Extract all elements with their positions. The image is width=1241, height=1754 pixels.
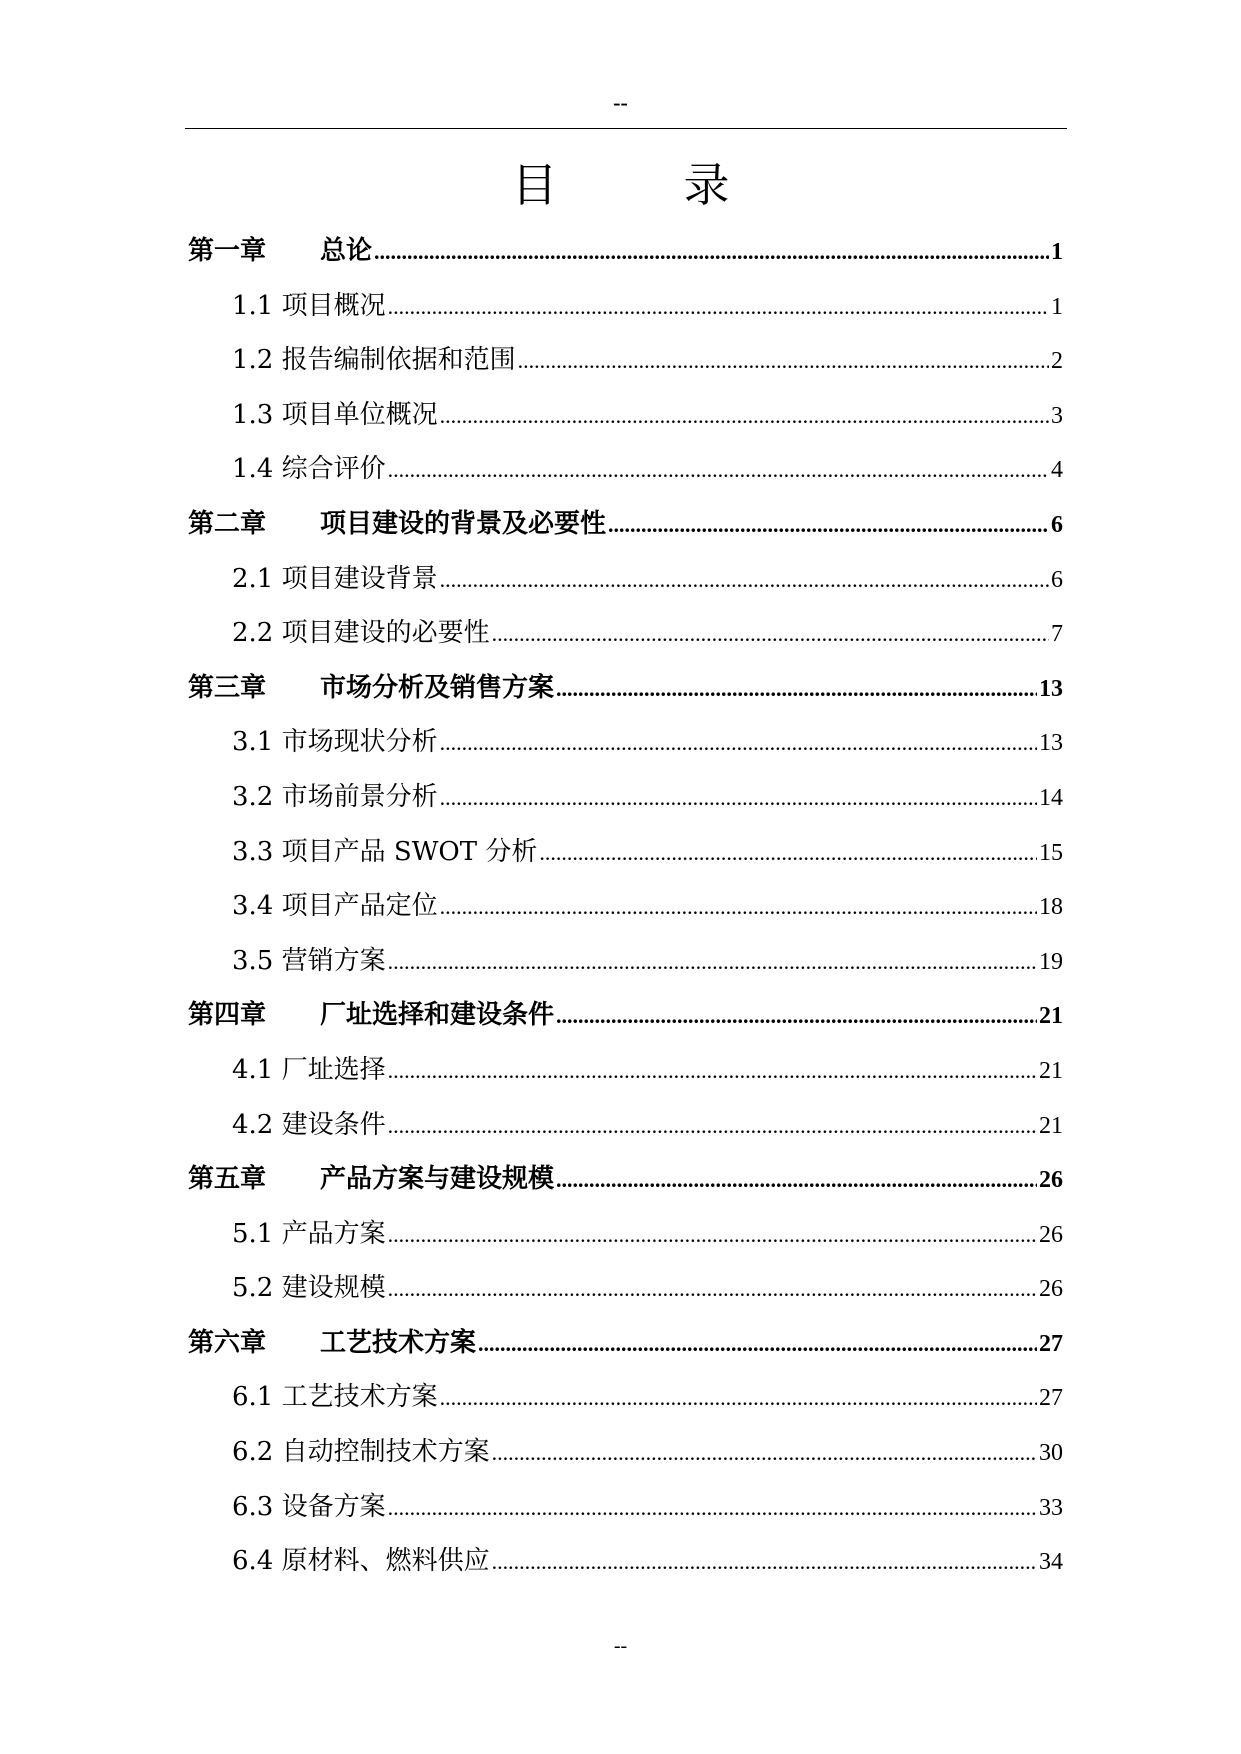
- toc-section-entry[interactable]: [188, 1043, 1063, 1098]
- section-title: 5.1 产品方案: [232, 1218, 386, 1249]
- toc-section-entry[interactable]: [188, 715, 1063, 770]
- section-title: 6.2 自动控制技术方案: [232, 1437, 490, 1468]
- chapter-title: 项目建设的背景及必要性: [320, 508, 607, 539]
- dot-leader: [556, 662, 1037, 717]
- toc-section-entry[interactable]: [188, 552, 1063, 607]
- page-number: 1: [1051, 293, 1063, 320]
- dot-leader: [374, 225, 1049, 280]
- dot-leader: [388, 1262, 1037, 1317]
- page-number: 33: [1039, 1494, 1063, 1521]
- dot-leader: [388, 935, 1037, 990]
- section-title: 3.1 市场现状分析: [232, 727, 438, 758]
- section-title: 2.1 项目建设背景: [232, 563, 438, 594]
- toc-section-entry[interactable]: [188, 388, 1063, 443]
- chapter-number: 第六章: [188, 1327, 267, 1358]
- page-number: 7: [1051, 621, 1063, 648]
- chapter-title: 总论: [320, 236, 373, 266]
- page-number: 2: [1051, 348, 1063, 375]
- page-number: 26: [1039, 1167, 1063, 1194]
- toc-section-entry[interactable]: [188, 333, 1063, 388]
- page-footer-mark: --: [613, 1635, 628, 1657]
- dot-leader: [440, 1371, 1037, 1426]
- toc-section-entry[interactable]: [188, 279, 1063, 334]
- chapter-title: 厂址选择和建设条件: [320, 1000, 555, 1031]
- chapter-number: 第五章: [188, 1164, 267, 1195]
- page-header-mark: --: [613, 90, 628, 115]
- section-title: 3.2 市场前景分析: [232, 781, 438, 812]
- toc-section-entry[interactable]: [188, 1261, 1063, 1316]
- section-title: 1.4 综合评价: [232, 454, 386, 485]
- dot-leader: [440, 389, 1049, 444]
- page-number: 26: [1039, 1221, 1063, 1248]
- page-number: 14: [1039, 784, 1063, 811]
- dot-leader: [608, 498, 1049, 553]
- toc-section-entry[interactable]: [188, 825, 1063, 880]
- dot-leader: [388, 1208, 1037, 1263]
- dot-leader: [539, 826, 1037, 881]
- page-number: 18: [1039, 894, 1063, 921]
- section-title: 3.5 营销方案: [232, 945, 386, 976]
- section-title: 3.3 项目产品 SWOT 分析: [232, 836, 538, 867]
- dot-leader: [492, 1535, 1037, 1590]
- section-title: 4.1 厂址选择: [232, 1054, 386, 1085]
- page-number: 21: [1039, 1003, 1063, 1030]
- chapter-title: 工艺技术方案: [320, 1327, 477, 1358]
- dot-leader: [478, 1317, 1037, 1372]
- toc-section-entry[interactable]: [188, 606, 1063, 661]
- dot-leader: [388, 1044, 1037, 1099]
- chapter-number: 第三章: [188, 672, 267, 703]
- page-number: 1: [1051, 239, 1063, 265]
- section-title: 6.4 原材料、燃料供应: [232, 1546, 490, 1577]
- header-rule: [185, 128, 1067, 129]
- table-of-contents: [188, 224, 1063, 1589]
- page-number: 27: [1039, 1330, 1063, 1357]
- page-number: 15: [1039, 839, 1063, 866]
- toc-section-entry[interactable]: [188, 442, 1063, 497]
- dot-leader: [388, 1099, 1037, 1154]
- toc-section-entry[interactable]: [188, 1370, 1063, 1425]
- dot-leader: [388, 1481, 1037, 1536]
- chapter-number: 第一章: [188, 236, 267, 266]
- page-number: 26: [1039, 1276, 1063, 1303]
- dot-leader: [492, 1426, 1037, 1481]
- dot-leader: [440, 553, 1049, 608]
- dot-leader: [388, 280, 1049, 335]
- toc-chapter-entry[interactable]: [188, 1316, 1063, 1371]
- dot-leader: [440, 880, 1037, 935]
- dot-leader: [518, 334, 1049, 389]
- dot-leader: [440, 716, 1037, 771]
- toc-section-entry[interactable]: [188, 1534, 1063, 1589]
- toc-section-entry[interactable]: [188, 1098, 1063, 1153]
- page-number: 4: [1051, 457, 1063, 484]
- chapter-title: 市场分析及销售方案: [320, 672, 555, 703]
- toc-section-entry[interactable]: [188, 879, 1063, 934]
- chapter-title: 产品方案与建设规模: [320, 1164, 555, 1195]
- section-title: 4.2 建设条件: [232, 1109, 386, 1140]
- toc-title: 目 录: [511, 158, 770, 212]
- section-title: 5.2 建设规模: [232, 1273, 386, 1304]
- dot-leader: [556, 1153, 1037, 1208]
- page-number: 21: [1039, 1057, 1063, 1084]
- dot-leader: [492, 607, 1049, 662]
- section-title: 1.2 报告编制依据和范围: [232, 345, 516, 376]
- section-title: 1.1 项目概况: [232, 290, 386, 321]
- toc-section-entry[interactable]: [188, 1425, 1063, 1480]
- toc-chapter-entry[interactable]: [188, 497, 1063, 552]
- section-title: 2.2 项目建设的必要性: [232, 618, 490, 649]
- page-number: 19: [1039, 948, 1063, 975]
- toc-chapter-entry[interactable]: [188, 1152, 1063, 1207]
- section-title: 3.4 项目产品定位: [232, 891, 438, 922]
- page-number: 6: [1051, 566, 1063, 593]
- toc-chapter-entry[interactable]: [188, 661, 1063, 716]
- dot-leader: [440, 771, 1037, 826]
- page-number: 13: [1039, 675, 1063, 702]
- toc-chapter-entry[interactable]: [188, 224, 1063, 279]
- dot-leader: [556, 989, 1037, 1044]
- page-number: 21: [1039, 1112, 1063, 1139]
- section-title: 1.3 项目单位概况: [232, 399, 438, 430]
- toc-section-entry[interactable]: [188, 770, 1063, 825]
- page-number: 30: [1039, 1440, 1063, 1467]
- page-number: 13: [1039, 730, 1063, 757]
- toc-chapter-entry[interactable]: [188, 988, 1063, 1043]
- page-number: 27: [1039, 1385, 1063, 1412]
- toc-section-entry[interactable]: [188, 1480, 1063, 1535]
- page-number: 34: [1039, 1549, 1063, 1576]
- page-number: 6: [1051, 511, 1063, 538]
- chapter-number: 第二章: [188, 508, 267, 539]
- toc-section-entry[interactable]: [188, 1207, 1063, 1262]
- dot-leader: [388, 443, 1049, 498]
- toc-section-entry[interactable]: [188, 934, 1063, 989]
- section-title: 6.1 工艺技术方案: [232, 1382, 438, 1413]
- page-number: 3: [1051, 402, 1063, 429]
- chapter-number: 第四章: [188, 1000, 267, 1031]
- section-title: 6.3 设备方案: [232, 1491, 386, 1522]
